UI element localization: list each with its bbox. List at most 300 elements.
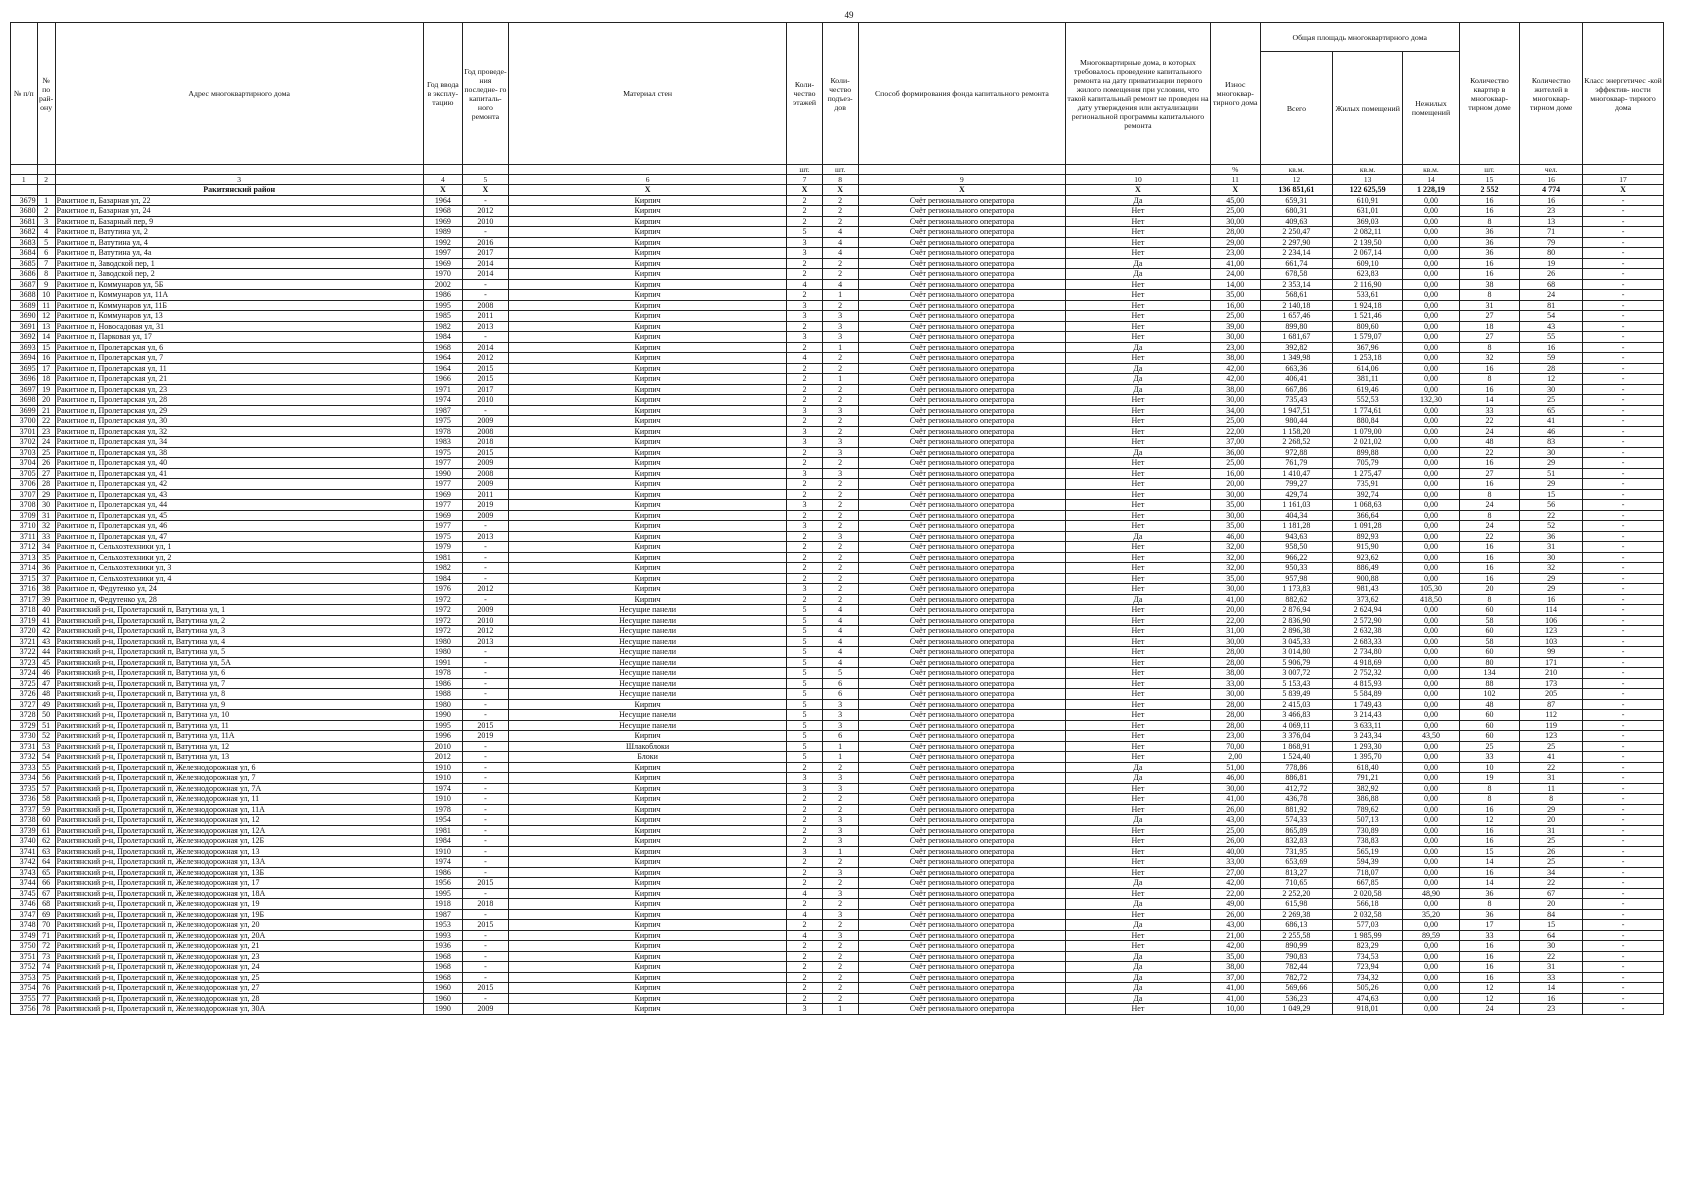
cell-year-built: 1995 xyxy=(423,720,462,731)
cell-residents: 114 xyxy=(1520,605,1583,616)
cell-num: 3715 xyxy=(11,573,38,584)
cell-num: 3734 xyxy=(11,773,38,784)
cell-num: 3704 xyxy=(11,458,38,469)
cell-entrances: 4 xyxy=(822,237,858,248)
cell-last-repair: - xyxy=(463,594,509,605)
cell-num: 3687 xyxy=(11,279,38,290)
cell-district-num: 60 xyxy=(37,815,55,826)
cell-area-total: 2 353,14 xyxy=(1260,279,1332,290)
cell-wall-material: Кирпич xyxy=(508,458,787,469)
cell-apartments: 33 xyxy=(1459,405,1520,416)
cell-repair-required: Нет xyxy=(1066,395,1211,406)
cell-repair-required: Нет xyxy=(1066,804,1211,815)
cell-area-nonliving: 0,00 xyxy=(1403,489,1459,500)
cell-area-living: 886,49 xyxy=(1333,563,1403,574)
cell-num: 3680 xyxy=(11,206,38,217)
cell-area-living: 565,19 xyxy=(1333,846,1403,857)
cell-num: 3737 xyxy=(11,804,38,815)
cell-repair-required: Нет xyxy=(1066,867,1211,878)
cell-district-num: 28 xyxy=(37,479,55,490)
cell-apartments: 58 xyxy=(1459,636,1520,647)
cell-district-num: 7 xyxy=(37,258,55,269)
cell-wall-material: Кирпич xyxy=(508,363,787,374)
cell-num: 3738 xyxy=(11,815,38,826)
cell-residents: 123 xyxy=(1520,731,1583,742)
cell-year-built: 1987 xyxy=(423,909,462,920)
cell-wall-material: Кирпич xyxy=(508,857,787,868)
cell-apartments: 16 xyxy=(1459,941,1520,952)
cell-district-num: 53 xyxy=(37,741,55,752)
cell-num: 3750 xyxy=(11,941,38,952)
cell-floors: 2 xyxy=(787,573,822,584)
cell-num: 3713 xyxy=(11,552,38,563)
cell-floors: 2 xyxy=(787,762,822,773)
cell-num: 3714 xyxy=(11,563,38,574)
cell-apartments: 27 xyxy=(1459,311,1520,322)
cell-wear: 20,00 xyxy=(1210,479,1260,490)
cell-district-num: 33 xyxy=(37,531,55,542)
cell-year-built: 1990 xyxy=(423,468,462,479)
cell-energy-class: - xyxy=(1583,269,1664,280)
cell-num: 3688 xyxy=(11,290,38,301)
cell-repair-required: Да xyxy=(1066,951,1211,962)
cell-wear: 32,00 xyxy=(1210,552,1260,563)
cell-floors: 2 xyxy=(787,510,822,521)
cell-num: 3756 xyxy=(11,1004,38,1015)
cell-area-total: 3 014,80 xyxy=(1260,647,1332,658)
cell-fund-method: Счёт регионального оператора xyxy=(858,479,1065,490)
cell-address: Ракитянский р-н, Пролетарский п, Железнодорожная ул, 30А xyxy=(55,1004,423,1015)
cell-year-built: 1996 xyxy=(423,731,462,742)
colnum-area-total: 12 xyxy=(1260,175,1332,185)
cell-district-num: 47 xyxy=(37,678,55,689)
cell-wear: 23,00 xyxy=(1210,731,1260,742)
cell-num: 3753 xyxy=(11,972,38,983)
cell-area-total: 2 255,58 xyxy=(1260,930,1332,941)
cell-wear: 29,00 xyxy=(1210,237,1260,248)
cell-energy-class: - xyxy=(1583,531,1664,542)
cell-energy-class: - xyxy=(1583,605,1664,616)
cell-district-num: 75 xyxy=(37,972,55,983)
cell-num: 3697 xyxy=(11,384,38,395)
cell-year-built: 1990 xyxy=(423,1004,462,1015)
cell-energy-class: - xyxy=(1583,500,1664,511)
cell-entrances: 2 xyxy=(822,300,858,311)
cell-floors: 2 xyxy=(787,825,822,836)
cell-energy-class: - xyxy=(1583,594,1664,605)
cell-last-repair: 2009 xyxy=(463,458,509,469)
cell-year-built: 1982 xyxy=(423,563,462,574)
cell-area-nonliving: 0,00 xyxy=(1403,447,1459,458)
cell-entrances: 2 xyxy=(822,899,858,910)
cell-repair-required: Нет xyxy=(1066,500,1211,511)
cell-area-nonliving: 0,00 xyxy=(1403,510,1459,521)
cell-address: Ракитное п, Коммунаров ул, 5Б xyxy=(55,279,423,290)
cell-area-living: 392,74 xyxy=(1333,489,1403,500)
cell-area-total: 943,63 xyxy=(1260,531,1332,542)
cell-area-living: 366,64 xyxy=(1333,510,1403,521)
cell-apartments: 16 xyxy=(1459,962,1520,973)
cell-wear: 22,00 xyxy=(1210,615,1260,626)
cell-entrances: 2 xyxy=(822,878,858,889)
cell-apartments: 38 xyxy=(1459,279,1520,290)
cell-last-repair: - xyxy=(463,552,509,563)
cell-area-nonliving: 0,00 xyxy=(1403,521,1459,532)
cell-floors: 2 xyxy=(787,321,822,332)
cell-area-total: 680,31 xyxy=(1260,206,1332,217)
cell-district-num: 24 xyxy=(37,437,55,448)
cell-address: Ракитное п, Пролетарская ул, 38 xyxy=(55,447,423,458)
cell-fund-method: Счёт регионального оператора xyxy=(858,216,1065,227)
cell-residents: 29 xyxy=(1520,804,1583,815)
cell-year-built: 1977 xyxy=(423,479,462,490)
cell-area-total: 2 140,18 xyxy=(1260,300,1332,311)
cell-area-nonliving: 0,00 xyxy=(1403,605,1459,616)
cell-address: Ракитное п, Пролетарская ул, 40 xyxy=(55,458,423,469)
cell-fund-method: Счёт регионального оператора xyxy=(858,762,1065,773)
cell-area-living: 2 752,32 xyxy=(1333,668,1403,679)
cell-last-repair: 2015 xyxy=(463,374,509,385)
cell-residents: 19 xyxy=(1520,258,1583,269)
cell-area-total: 661,74 xyxy=(1260,258,1332,269)
cell-energy-class: - xyxy=(1583,636,1664,647)
cell-wall-material: Кирпич xyxy=(508,500,787,511)
cell-address: Ракитное п, Ватутина ул, 4 xyxy=(55,237,423,248)
cell-fund-method: Счёт регионального оператора xyxy=(858,426,1065,437)
cell-wear: 30,00 xyxy=(1210,689,1260,700)
cell-energy-class: - xyxy=(1583,731,1664,742)
cell-fund-method: Счёт регионального оператора xyxy=(858,920,1065,931)
cell-area-total: 678,58 xyxy=(1260,269,1332,280)
cell-apartments: 19 xyxy=(1459,773,1520,784)
cell-energy-class: - xyxy=(1583,773,1664,784)
cell-fund-method: Счёт регионального оператора xyxy=(858,731,1065,742)
cell-area-total: 899,80 xyxy=(1260,321,1332,332)
cell-wear: 28,00 xyxy=(1210,657,1260,668)
cell-wear: 30,00 xyxy=(1210,783,1260,794)
cell-address: Ракитянский р-н, Пролетарский п, Железнодорожная ул, 12 xyxy=(55,815,423,826)
table-row xyxy=(11,248,1664,259)
cell-address: Ракитянский р-н, Пролетарский п, Железнодорожная ул, 23 xyxy=(55,951,423,962)
cell-floors: 3 xyxy=(787,1004,822,1015)
cell-wall-material: Несущие панели xyxy=(508,710,787,721)
cell-area-living: 382,92 xyxy=(1333,783,1403,794)
cell-energy-class: - xyxy=(1583,647,1664,658)
cell-wall-material: Кирпич xyxy=(508,416,787,427)
cell-apartments: 36 xyxy=(1459,888,1520,899)
cell-area-living: 4 918,69 xyxy=(1333,657,1403,668)
cell-district-num: 52 xyxy=(37,731,55,742)
cell-wall-material: Кирпич xyxy=(508,248,787,259)
cell-fund-method: Счёт регионального оператора xyxy=(858,626,1065,637)
cell-area-total: 886,81 xyxy=(1260,773,1332,784)
cell-address: Ракитянский р-н, Пролетарский п, Железнодорожная ул, 12А xyxy=(55,825,423,836)
header-entrances: Коли- чество подъез- дов xyxy=(822,23,858,165)
colnum-last-repair: 5 xyxy=(463,175,509,185)
cell-num: 3739 xyxy=(11,825,38,836)
cell-wall-material: Кирпич xyxy=(508,269,787,280)
cell-wall-material: Кирпич xyxy=(508,563,787,574)
cell-residents: 52 xyxy=(1520,521,1583,532)
cell-repair-required: Да xyxy=(1066,773,1211,784)
cell-fund-method: Счёт регионального оператора xyxy=(858,195,1065,206)
table-row xyxy=(11,783,1664,794)
cell-last-repair: 2012 xyxy=(463,584,509,595)
cell-repair-required: Нет xyxy=(1066,741,1211,752)
cell-last-repair: - xyxy=(463,825,509,836)
cell-residents: 54 xyxy=(1520,311,1583,322)
cell-last-repair: - xyxy=(463,647,509,658)
cell-wear: 41,00 xyxy=(1210,258,1260,269)
cell-address: Ракитянский р-н, Пролетарский п, Железнодорожная ул, 13 xyxy=(55,846,423,857)
cell-fund-method: Счёт регионального оператора xyxy=(858,290,1065,301)
cell-repair-required: Нет xyxy=(1066,668,1211,679)
table-row xyxy=(11,363,1664,374)
cell-residents: 22 xyxy=(1520,510,1583,521)
cell-repair-required: Да xyxy=(1066,269,1211,280)
cell-area-total: 5 153,43 xyxy=(1260,678,1332,689)
cell-entrances: 3 xyxy=(822,332,858,343)
cell-area-total: 1 947,51 xyxy=(1260,405,1332,416)
cell-entrances: 2 xyxy=(822,972,858,983)
cell-energy-class: - xyxy=(1583,426,1664,437)
cell-num: 3695 xyxy=(11,363,38,374)
cell-area-total: 5 839,49 xyxy=(1260,689,1332,700)
cell-year-built: 1968 xyxy=(423,206,462,217)
cell-area-nonliving: 0,00 xyxy=(1403,878,1459,889)
cell-last-repair: - xyxy=(463,542,509,553)
cell-residents: 14 xyxy=(1520,983,1583,994)
cell-repair-required: Да xyxy=(1066,594,1211,605)
cell-year-built: 1968 xyxy=(423,962,462,973)
cell-district-num: 57 xyxy=(37,783,55,794)
cell-num: 3743 xyxy=(11,867,38,878)
cell-num: 3726 xyxy=(11,689,38,700)
cell-area-living: 618,40 xyxy=(1333,762,1403,773)
cell-year-built: 1953 xyxy=(423,920,462,931)
cell-wear: 41,00 xyxy=(1210,993,1260,1004)
cell-last-repair: 2018 xyxy=(463,437,509,448)
cell-year-built: 1977 xyxy=(423,458,462,469)
table-row xyxy=(11,983,1664,994)
cell-entrances: 1 xyxy=(822,846,858,857)
cell-num: 3699 xyxy=(11,405,38,416)
cell-repair-required: Да xyxy=(1066,447,1211,458)
cell-last-repair: 2010 xyxy=(463,615,509,626)
cell-residents: 41 xyxy=(1520,752,1583,763)
table-row xyxy=(11,542,1664,553)
cell-fund-method: Счёт регионального оператора xyxy=(858,552,1065,563)
cell-area-living: 1 395,70 xyxy=(1333,752,1403,763)
cell-district-num: 21 xyxy=(37,405,55,416)
cell-num: 3705 xyxy=(11,468,38,479)
cell-area-nonliving: 0,00 xyxy=(1403,374,1459,385)
cell-wall-material: Кирпич xyxy=(508,311,787,322)
cell-last-repair: 2014 xyxy=(463,342,509,353)
cell-energy-class: - xyxy=(1583,678,1664,689)
cell-residents: 46 xyxy=(1520,426,1583,437)
cell-address: Ракитное п, Сельхозтехники ул, 1 xyxy=(55,542,423,553)
header-year-built: Год ввода в эксплу- тацию xyxy=(423,23,462,165)
cell-address: Ракитное п, Новосадовая ул, 31 xyxy=(55,321,423,332)
cell-entrances: 2 xyxy=(822,500,858,511)
cell-wear: 46,00 xyxy=(1210,531,1260,542)
cell-area-total: 1 158,20 xyxy=(1260,426,1332,437)
cell-district-num: 1 xyxy=(37,195,55,206)
cell-entrances: 2 xyxy=(822,920,858,931)
cell-wear: 35,00 xyxy=(1210,521,1260,532)
cell-fund-method: Счёт регионального оператора xyxy=(858,941,1065,952)
cell-entrances: 3 xyxy=(822,699,858,710)
cell-wall-material: Кирпич xyxy=(508,395,787,406)
cell-district-num: 78 xyxy=(37,1004,55,1015)
cell-area-total: 2 896,38 xyxy=(1260,626,1332,637)
cell-repair-required: Нет xyxy=(1066,542,1211,553)
cell-area-nonliving: 0,00 xyxy=(1403,668,1459,679)
table-row xyxy=(11,909,1664,920)
cell-entrances: 4 xyxy=(822,636,858,647)
cell-energy-class: - xyxy=(1583,353,1664,364)
table-row xyxy=(11,510,1664,521)
header-area-group: Общая площадь многоквартирного дома xyxy=(1260,23,1459,52)
cell-area-nonliving: 0,00 xyxy=(1403,993,1459,1004)
cell-wall-material: Кирпич xyxy=(508,699,787,710)
cell-area-nonliving: 0,00 xyxy=(1403,951,1459,962)
cell-repair-required: Да xyxy=(1066,878,1211,889)
district-fund-method: X xyxy=(858,185,1065,196)
cell-num: 3694 xyxy=(11,353,38,364)
cell-last-repair: - xyxy=(463,563,509,574)
cell-wall-material: Кирпич xyxy=(508,983,787,994)
cell-apartments: 33 xyxy=(1459,752,1520,763)
cell-num: 3717 xyxy=(11,594,38,605)
table-row xyxy=(11,384,1664,395)
cell-repair-required: Нет xyxy=(1066,584,1211,595)
cell-floors: 2 xyxy=(787,195,822,206)
cell-apartments: 60 xyxy=(1459,605,1520,616)
cell-fund-method: Счёт регионального оператора xyxy=(858,636,1065,647)
cell-area-nonliving: 0,00 xyxy=(1403,972,1459,983)
cell-residents: 30 xyxy=(1520,384,1583,395)
cell-fund-method: Счёт регионального оператора xyxy=(858,573,1065,584)
cell-floors: 2 xyxy=(787,815,822,826)
cell-fund-method: Счёт регионального оператора xyxy=(858,563,1065,574)
cell-fund-method: Счёт регионального оператора xyxy=(858,468,1065,479)
cell-repair-required: Нет xyxy=(1066,825,1211,836)
cell-wear: 42,00 xyxy=(1210,374,1260,385)
cell-fund-method: Счёт регионального оператора xyxy=(858,615,1065,626)
cell-area-total: 2 268,52 xyxy=(1260,437,1332,448)
cell-last-repair: 2010 xyxy=(463,395,509,406)
table-row xyxy=(11,468,1664,479)
cell-entrances: 2 xyxy=(822,195,858,206)
cell-area-total: 409,63 xyxy=(1260,216,1332,227)
cell-entrances: 3 xyxy=(822,836,858,847)
cell-last-repair: - xyxy=(463,941,509,952)
cell-wear: 21,00 xyxy=(1210,930,1260,941)
cell-area-living: 735,91 xyxy=(1333,479,1403,490)
cell-energy-class: - xyxy=(1583,458,1664,469)
cell-area-nonliving: 0,00 xyxy=(1403,542,1459,553)
cell-address: Ракитянский р-н, Пролетарский п, Ватутина ул, 11А xyxy=(55,731,423,742)
cell-area-nonliving: 0,00 xyxy=(1403,258,1459,269)
cell-floors: 2 xyxy=(787,395,822,406)
cell-last-repair: - xyxy=(463,279,509,290)
cell-area-total: 1 681,67 xyxy=(1260,332,1332,343)
cell-repair-required: Да xyxy=(1066,374,1211,385)
cell-area-total: 404,34 xyxy=(1260,510,1332,521)
cell-district-num: 62 xyxy=(37,836,55,847)
cell-repair-required: Нет xyxy=(1066,353,1211,364)
cell-year-built: 1985 xyxy=(423,311,462,322)
cell-entrances: 2 xyxy=(822,510,858,521)
cell-wall-material: Кирпич xyxy=(508,773,787,784)
cell-area-living: 923,62 xyxy=(1333,552,1403,563)
cell-year-built: 2002 xyxy=(423,279,462,290)
cell-last-repair: - xyxy=(463,867,509,878)
table-row xyxy=(11,636,1664,647)
cell-area-nonliving: 0,00 xyxy=(1403,437,1459,448)
cell-wear: 28,00 xyxy=(1210,699,1260,710)
cell-area-total: 782,72 xyxy=(1260,972,1332,983)
cell-year-built: 1986 xyxy=(423,678,462,689)
cell-last-repair: 2017 xyxy=(463,384,509,395)
cell-area-living: 577,03 xyxy=(1333,920,1403,931)
cell-area-living: 734,53 xyxy=(1333,951,1403,962)
cell-area-total: 980,44 xyxy=(1260,416,1332,427)
cell-wear: 41,00 xyxy=(1210,794,1260,805)
cell-year-built: 1978 xyxy=(423,426,462,437)
cell-year-built: 1972 xyxy=(423,626,462,637)
cell-address: Ракитянский р-н, Пролетарский п, Железнодорожная ул, 12Б xyxy=(55,836,423,847)
cell-floors: 2 xyxy=(787,993,822,1004)
cell-num: 3740 xyxy=(11,836,38,847)
cell-year-built: 1978 xyxy=(423,668,462,679)
cell-address: Ракитное п, Сельхозтехники ул, 4 xyxy=(55,573,423,584)
cell-wear: 37,00 xyxy=(1210,437,1260,448)
cell-address: Ракитянский р-н, Пролетарский п, Железнодорожная ул, 11 xyxy=(55,794,423,805)
cell-last-repair: 2015 xyxy=(463,983,509,994)
cell-address: Ракитное п, Пролетарская ул, 29 xyxy=(55,405,423,416)
cell-entrances: 2 xyxy=(822,258,858,269)
header-area-nonliving: Нежилых помещений xyxy=(1403,52,1459,165)
district-area-nonliving: 1 228,19 xyxy=(1403,185,1459,196)
cell-energy-class: - xyxy=(1583,878,1664,889)
cell-energy-class: - xyxy=(1583,258,1664,269)
cell-repair-required: Нет xyxy=(1066,552,1211,563)
table-row xyxy=(11,731,1664,742)
cell-floors: 3 xyxy=(787,584,822,595)
cell-area-nonliving: 0,00 xyxy=(1403,615,1459,626)
cell-year-built: 1972 xyxy=(423,605,462,616)
cell-energy-class: - xyxy=(1583,710,1664,721)
cell-address: Ракитянский р-н, Пролетарский п, Ватутина ул, 9 xyxy=(55,699,423,710)
cell-district-num: 40 xyxy=(37,605,55,616)
cell-wall-material: Несущие панели xyxy=(508,636,787,647)
cell-repair-required: Нет xyxy=(1066,468,1211,479)
cell-area-nonliving: 0,00 xyxy=(1403,846,1459,857)
cell-num: 3712 xyxy=(11,542,38,553)
cell-fund-method: Счёт регионального оператора xyxy=(858,951,1065,962)
cell-area-total: 5 906,79 xyxy=(1260,657,1332,668)
cell-fund-method: Счёт регионального оператора xyxy=(858,678,1065,689)
cell-last-repair: - xyxy=(463,332,509,343)
table-row xyxy=(11,342,1664,353)
cell-energy-class: - xyxy=(1583,983,1664,994)
cell-fund-method: Счёт регионального оператора xyxy=(858,521,1065,532)
cell-fund-method: Счёт регионального оператора xyxy=(858,458,1065,469)
table-row xyxy=(11,563,1664,574)
